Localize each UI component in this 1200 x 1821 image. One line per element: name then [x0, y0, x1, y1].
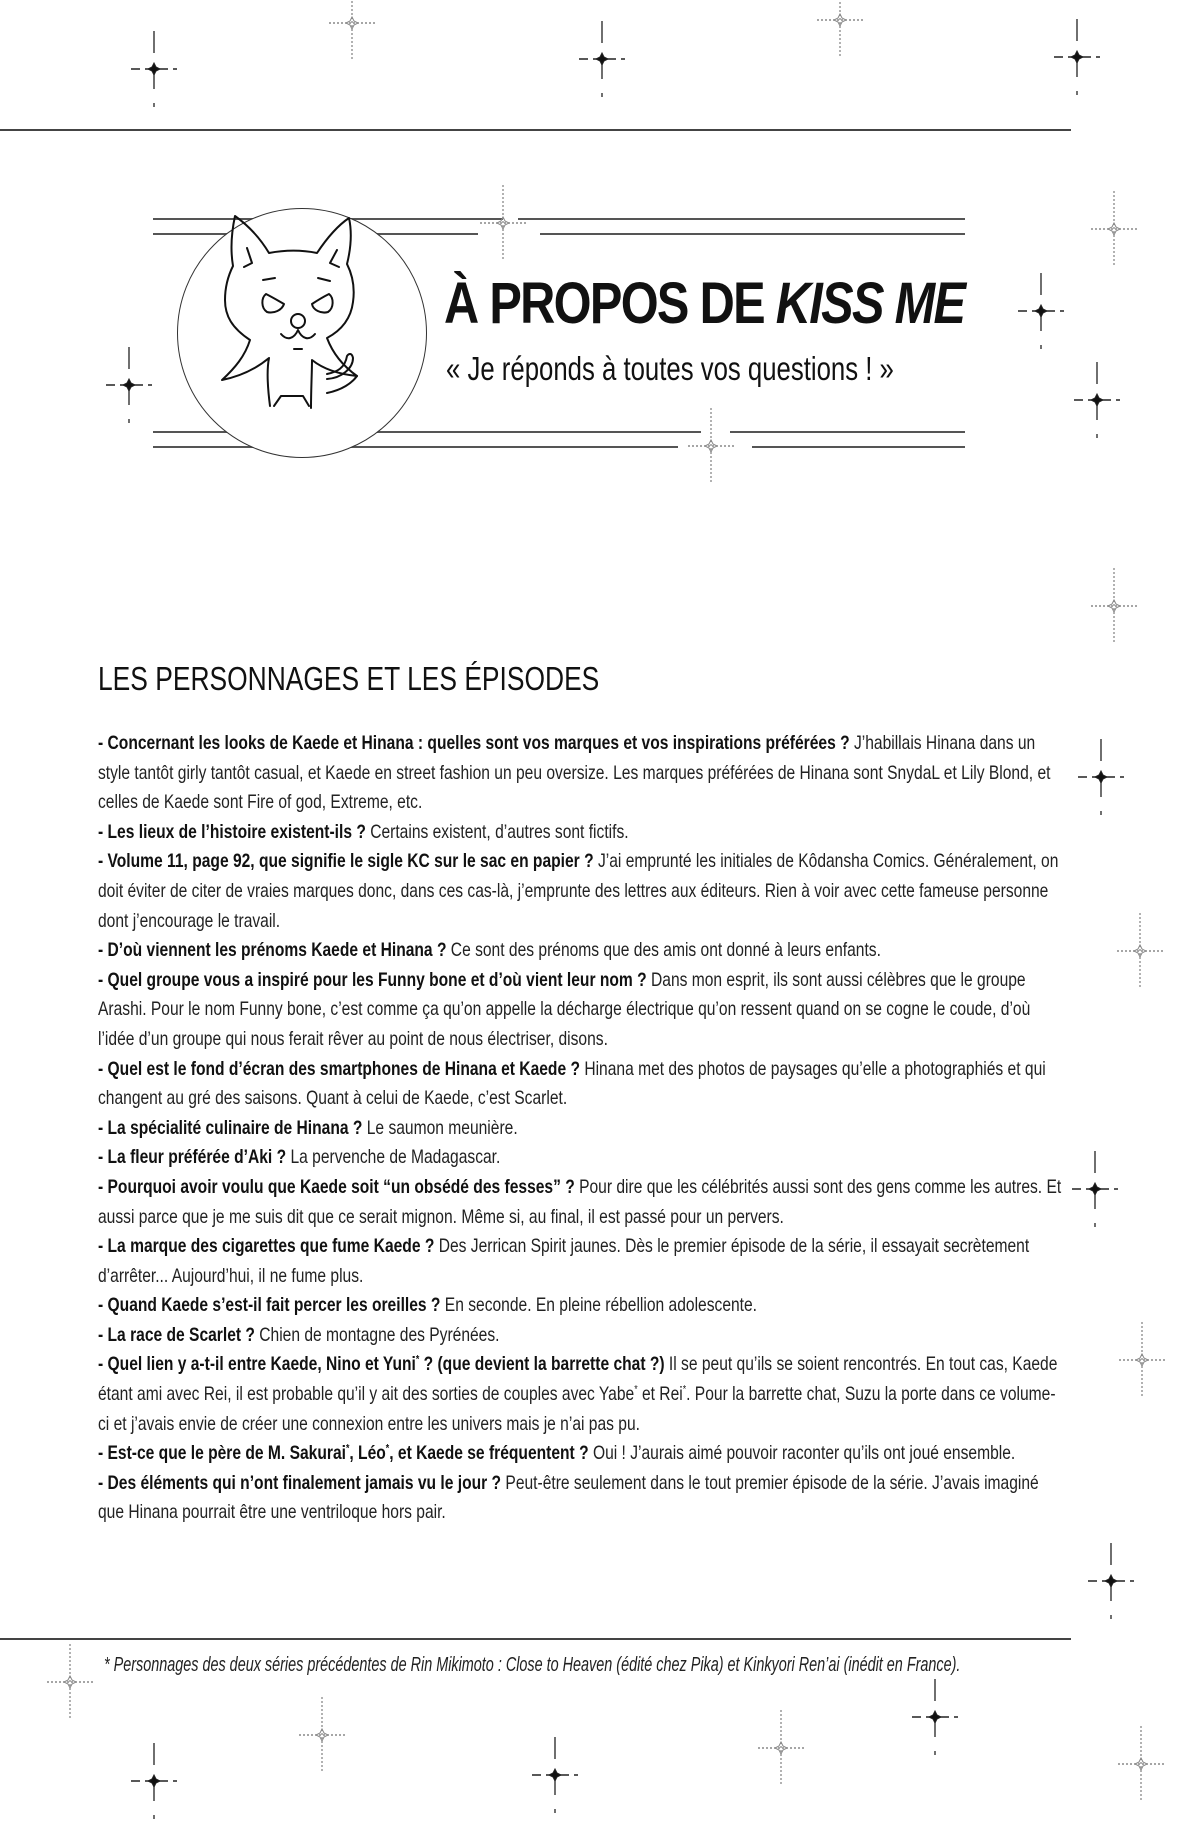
page-subtitle: « Je réponds à toutes vos questions ! »: [446, 350, 894, 387]
banner-line: [540, 233, 965, 235]
top-rule: [0, 129, 1071, 131]
qa-item: [98, 1291, 1062, 1321]
answer: Chien de montagne des Pyrénées.: [254, 1323, 500, 1346]
qa-item: [98, 1469, 1062, 1528]
title-series-name: KISS ME: [775, 271, 965, 336]
footnote-marker: *: [345, 1442, 350, 1455]
answer: Hinana met des photos de paysages qu’elle a photographiés et qui changent au gré des saisons. Quant à celui de Kaede, c’est Scarlet.: [98, 1057, 1046, 1110]
question: - La spécialité culinaire de Hinana ?: [98, 1116, 363, 1139]
sparkle-star-icon: [317, 0, 387, 63]
qa-item: [98, 1232, 1062, 1291]
section-heading: LES PERSONNAGES ET LES ÉPISODES: [98, 660, 600, 697]
footnote-marker: *: [634, 1383, 638, 1396]
answer: Ce sont des prénoms que des amis ont donné à leurs enfants.: [446, 939, 881, 962]
sparkle-star-icon: [1062, 360, 1132, 440]
answer: En seconde. En pleine rébellion adolescente.: [440, 1294, 758, 1317]
sparkle-star-icon: [1105, 911, 1175, 991]
answer: Le saumon meunière.: [362, 1116, 518, 1139]
footnote-rule: [0, 1638, 1071, 1640]
sparkle-star-icon: [1106, 1724, 1176, 1804]
question: - Concernant les looks de Kaede et Hinana : quelles sont vos marques et vos inspirations préférées ?: [98, 732, 850, 754]
question: - La marque des cigarettes que fume Kaede ?: [98, 1235, 435, 1258]
qa-item: [98, 818, 1062, 848]
question: - La fleur préférée d’Aki ?: [98, 1146, 287, 1169]
qa-item: [98, 966, 1062, 1055]
sparkle-star-icon: [468, 183, 538, 263]
question: - Quel lien y a-t-il entre Kaede, Nino et Yuni* ? (que devient la barrette chat ?): [98, 1353, 665, 1376]
sparkle-star-icon: [746, 1708, 816, 1788]
sparkle-star-icon: [567, 19, 637, 99]
question: - Est-ce que le père de M. Sakurai*, Léo*, et Kaede se fréquentent ?: [98, 1442, 589, 1465]
answer: Dans mon esprit, ils sont aussi célèbres que le groupe Arashi. Pour le nom Funny bone, c’est comme ça qu’on appelle la décharge électrique qu’on ressent quand on se cogne le coude, d’où l’idée d’un groupe qui nous ferait rêver au point de nous électriser, disons.: [98, 968, 1031, 1050]
answer: Peut-être seulement dans le tout premier épisode de la série. J’avais imaginé que Hinana pourrait être une ventriloque hors pair.: [98, 1471, 1039, 1524]
question: - Quand Kaede s’est-il fait percer les oreilles ?: [98, 1294, 441, 1317]
sparkle-star-icon: [1107, 1320, 1177, 1400]
qa-list: [98, 729, 1062, 1528]
qa-item: [98, 847, 1062, 936]
question: - Quel est le fond d’écran des smartphones de Hinana et Kaede ?: [98, 1057, 580, 1080]
title-prefix: À PROPOS DE: [444, 271, 776, 336]
footnote-marker: *: [385, 1442, 390, 1455]
cat-illustration: [177, 208, 427, 458]
sparkle-star-icon: [287, 1695, 357, 1775]
question: - Les lieux de l’histoire existent-ils ?: [98, 820, 366, 843]
answer: Certains existent, d’autres sont fictifs.: [365, 820, 629, 843]
sparkle-star-icon: [676, 406, 746, 486]
qa-item: [98, 729, 1062, 818]
qa-item: [98, 1114, 1062, 1144]
question: - La race de Scarlet ?: [98, 1323, 255, 1346]
footnote: * Personnages des deux séries précédentes de Rin Mikimoto : Close to Heaven (édité chez Pika) et Kinkyori Ren’ai (inédit en France).: [104, 1654, 961, 1676]
answer: J’habillais Hinana dans un style tantôt girly tantôt casual, et Kaede en street fashion un peu oversize. Les marques préférées de Hinana sont SnydaL et Lily Blond, et celles de Kaede sont Fire of god, Extreme, etc.: [98, 732, 1051, 814]
qa-item: [98, 1055, 1062, 1114]
sparkle-star-icon: [1079, 566, 1149, 646]
footnote-marker: *: [415, 1353, 420, 1366]
answer: Pour dire que les célébrités aussi sont des gens comme les autres. Et aussi parce que je me suis dit que ce serait mignon. Même si, au final, il est passé pour un pervers.: [98, 1175, 1062, 1228]
question: - Des éléments qui n’ont finalement jamais vu le jour ?: [98, 1471, 502, 1494]
answer: Il se peut qu’ils se soient rencontrés. En tout cas, Kaede étant ami avec Rei, il est probable qu’il y ait des sorties de couples avec Yabe* et Rei*. Pour la barrette chat, Suzu la porte dans ce volume-ci et j’avais envie de créer une connexion entre les univers mais je n’ai pas pu.: [98, 1353, 1058, 1435]
sparkle-star-icon: [94, 345, 164, 425]
answer: Oui ! J’aurais aimé pouvoir raconter qu’ils ont joué ensemble.: [588, 1442, 1016, 1465]
banner-line: [518, 218, 965, 220]
question: - Volume 11, page 92, que signifie le sigle KC sur le sac en papier ?: [98, 850, 594, 873]
qa-item: [98, 1321, 1062, 1351]
qa-item: [98, 1439, 1062, 1469]
sparkle-star-icon: [119, 1741, 189, 1821]
sparkle-star-icon: [805, 0, 875, 60]
sparkle-star-icon: [900, 1677, 970, 1757]
sparkle-star-icon: [1079, 189, 1149, 269]
sparkle-star-icon: [119, 29, 189, 109]
qa-item: [98, 936, 1062, 966]
qa-item: [98, 1173, 1062, 1232]
qa-item: [98, 1143, 1062, 1173]
qa-item: [98, 1350, 1062, 1439]
banner-line: [752, 446, 965, 448]
sparkle-star-icon: [1076, 1541, 1146, 1621]
question: - D’où viennent les prénoms Kaede et Hinana ?: [98, 939, 447, 962]
answer: Des Jerrican Spirit jaunes. Dès le premier épisode de la série, il essayait secrètement d’arrêter... Aujourd’hui, il ne fume plus.: [98, 1235, 1030, 1287]
page-title: [444, 270, 964, 337]
question: - Pourquoi avoir voulu que Kaede soit “un obsédé des fesses” ?: [98, 1175, 575, 1198]
sparkle-star-icon: [1066, 737, 1136, 817]
sparkle-star-icon: [520, 1735, 590, 1815]
question: - Quel groupe vous a inspiré pour les Funny bone et d’où vient leur nom ?: [98, 968, 647, 991]
sparkle-star-icon: [1042, 17, 1112, 97]
banner-line: [730, 431, 965, 433]
sparkle-star-icon: [1006, 271, 1076, 351]
footnote-marker: *: [682, 1383, 687, 1396]
sparkle-star-icon: [1060, 1149, 1130, 1229]
answer: La pervenche de Madagascar.: [286, 1146, 501, 1169]
sparkle-star-icon: [35, 1642, 105, 1722]
answer: J’ai emprunté les initiales de Kôdansha Comics. Généralement, on doit éviter de citer de vraies marques donc, dans ces cas-là, j’emprunte des lettres aux éditeurs. Rien à voir avec cette fameuse personne dont j’encourage le travail.: [98, 850, 1059, 932]
